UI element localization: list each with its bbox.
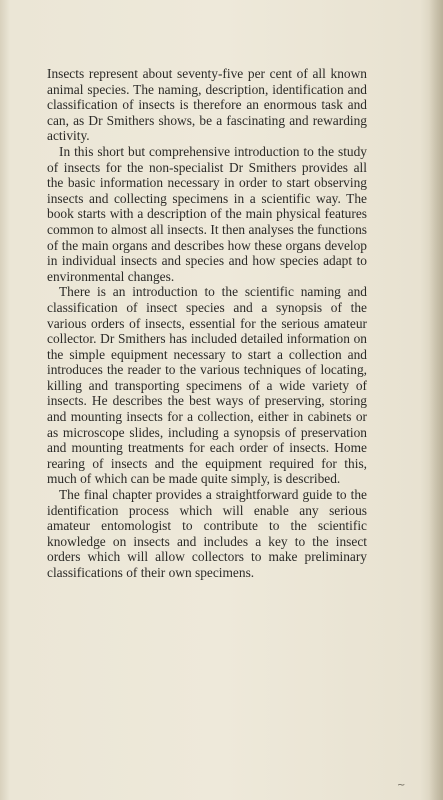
blurb-paragraph-2: In this short but comprehensive introduction to the study of insects for the non-specialist Dr Smithers provides all the basic information necessary in order to start observing insects and collecting specimens in a scientific way. The book starts with a description of the main physical features common to almost all insects. It then analyses the functions of the main organs and describes how these organs develop in individual insects and species and how species adapt to environmental changes. bbox=[47, 143, 367, 284]
blurb-paragraph-3: There is an introduction to the scientific naming and classification of insect species and a synopsis of the various orders of insects, essential for the serious amateur collector. Dr Smithers has included detailed information on the simple equipment necessary to start a collection and introduces the reader to the various techniques of locating, killing and transporting specimens of a wide variety of insects. He describes the best ways of preserving, storing and mounting insects for a collection, either in cabinets or as microscope slides, including a synopsis of preservation and mounting treatments for each order of insects. Home rearing of insects and the equipment required for this, much of which can be made quite simply, is described. bbox=[47, 284, 367, 487]
blurb-paragraph-1: Insects represent about seventy-five per cent of all known animal species. The naming, description, identification and classification of insects is therefore an enormous task and can, as Dr Smithers shows, be a fascinating and rewarding activity. bbox=[47, 66, 367, 144]
corner-scuff-mark: ~ bbox=[397, 780, 406, 791]
cover-edge-shadow bbox=[429, 0, 443, 800]
cover-blurb bbox=[47, 66, 367, 581]
blurb-paragraph-4: The final chapter provides a straightforward guide to the identification process which will enable any serious amateur entomologist to contribute to the scientific knowledge on insects and includes a key to the insect orders which will allow collectors to make preliminary classifications of their own specimens. bbox=[47, 487, 367, 580]
